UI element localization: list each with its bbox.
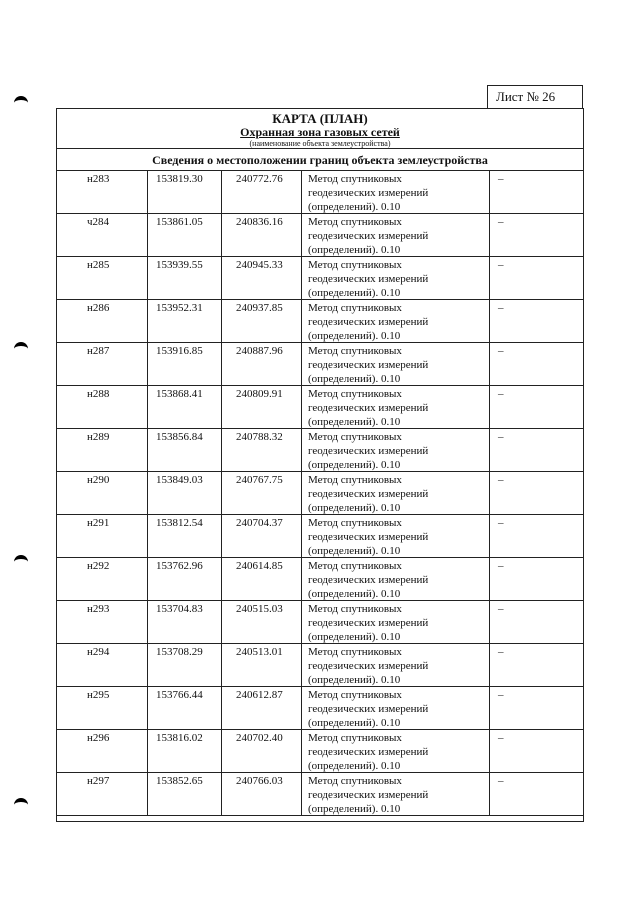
method-line: Метод спутниковых [308, 302, 402, 314]
note-cell: – [489, 257, 583, 299]
method-line: (определений). 0.10 [308, 717, 401, 729]
method-line: (определений). 0.10 [308, 416, 401, 428]
note-cell: – [489, 558, 583, 600]
punch-hole-mark [14, 555, 28, 565]
point-label: н293 [87, 603, 110, 615]
point-label: н289 [87, 431, 110, 443]
method-line: Метод спутниковых [308, 431, 402, 443]
method-line: геодезических измерений [308, 574, 429, 586]
method-line: (определений). 0.10 [308, 459, 401, 471]
table-row [57, 515, 583, 558]
method-line: геодезических измерений [308, 187, 429, 199]
method-line: Метод спутниковых [308, 775, 402, 787]
method-cell [301, 515, 489, 557]
method-line: (определений). 0.10 [308, 674, 401, 686]
method-line: геодезических измерений [308, 273, 429, 285]
coord-y: 240704.37 [221, 515, 301, 557]
method-line: геодезических измерений [308, 230, 429, 242]
method-cell [301, 300, 489, 342]
table-row [57, 300, 583, 343]
coord-x: 153819.30 [147, 171, 221, 213]
coord-y: 240945.33 [221, 257, 301, 299]
document-header [57, 109, 583, 149]
method-line: (определений). 0.10 [308, 588, 401, 600]
method-line: Метод спутниковых [308, 345, 402, 357]
point-label: н288 [87, 388, 110, 400]
method-line: (определений). 0.10 [308, 631, 401, 643]
method-line: (определений). 0.10 [308, 803, 401, 815]
note-cell: – [489, 773, 583, 815]
method-line: (определений). 0.10 [308, 545, 401, 557]
coord-y: 240515.03 [221, 601, 301, 643]
method-cell [301, 644, 489, 686]
method-line: (определений). 0.10 [308, 287, 401, 299]
method-cell [301, 386, 489, 428]
point-label: н294 [87, 646, 110, 658]
point-label: ч284 [87, 216, 110, 228]
note-cell: – [489, 515, 583, 557]
table-row [57, 171, 583, 214]
coord-x: 153849.03 [147, 472, 221, 514]
coord-x: 153868.41 [147, 386, 221, 428]
method-line: геодезических измерений [308, 789, 429, 801]
table-row [57, 644, 583, 687]
method-line: (определений). 0.10 [308, 760, 401, 772]
object-name: Охранная зона газовых сетей [240, 125, 400, 139]
coord-y: 240766.03 [221, 773, 301, 815]
method-line: Метод спутниковых [308, 560, 402, 572]
point-label: н283 [87, 173, 110, 185]
coord-x: 153766.44 [147, 687, 221, 729]
coord-y: 240614.85 [221, 558, 301, 600]
point-label: н290 [87, 474, 110, 486]
note-cell: – [489, 214, 583, 256]
note-cell: – [489, 300, 583, 342]
table-row [57, 558, 583, 601]
method-cell [301, 472, 489, 514]
note-cell: – [489, 343, 583, 385]
punch-hole-mark [14, 96, 28, 106]
method-line: геодезических измерений [308, 316, 429, 328]
table-row [57, 730, 583, 773]
coord-y: 240809.91 [221, 386, 301, 428]
point-label: н291 [87, 517, 110, 529]
note-cell: – [489, 687, 583, 729]
method-cell [301, 343, 489, 385]
coord-x: 153939.55 [147, 257, 221, 299]
coord-y: 240887.96 [221, 343, 301, 385]
method-line: геодезических измерений [308, 359, 429, 371]
point-label: н287 [87, 345, 110, 357]
method-cell [301, 687, 489, 729]
coord-x: 153816.02 [147, 730, 221, 772]
method-line: геодезических измерений [308, 531, 429, 543]
method-line: (определений). 0.10 [308, 502, 401, 514]
method-line: (определений). 0.10 [308, 244, 401, 256]
method-line: геодезических измерений [308, 488, 429, 500]
method-line: Метод спутниковых [308, 517, 402, 529]
coord-x: 153856.84 [147, 429, 221, 471]
method-line: (определений). 0.10 [308, 330, 401, 342]
coord-y: 240937.85 [221, 300, 301, 342]
note-cell: – [489, 472, 583, 514]
document-table [56, 108, 584, 822]
method-cell [301, 601, 489, 643]
page-title: КАРТА (ПЛАН) [272, 111, 368, 126]
coord-y: 240702.40 [221, 730, 301, 772]
coord-y: 240772.76 [221, 171, 301, 213]
method-line: геодезических измерений [308, 746, 429, 758]
method-line: Метод спутниковых [308, 732, 402, 744]
note-cell: – [489, 601, 583, 643]
method-line: Метод спутниковых [308, 388, 402, 400]
coord-x: 153952.31 [147, 300, 221, 342]
point-label: н292 [87, 560, 110, 572]
coord-x: 153762.96 [147, 558, 221, 600]
method-line: Метод спутниковых [308, 474, 402, 486]
note-cell: – [489, 386, 583, 428]
object-caption: (наименование объекта землеустройства) [249, 139, 391, 148]
point-label: н296 [87, 732, 110, 744]
note-cell: – [489, 171, 583, 213]
method-line: геодезических измерений [308, 703, 429, 715]
coord-x: 153861.05 [147, 214, 221, 256]
method-line: (определений). 0.10 [308, 373, 401, 385]
punch-hole-mark [14, 798, 28, 808]
method-line: Метод спутниковых [308, 173, 402, 185]
table-row [57, 773, 583, 816]
note-cell: – [489, 730, 583, 772]
table-row [57, 687, 583, 730]
table-row [57, 386, 583, 429]
method-cell [301, 214, 489, 256]
table-row [57, 472, 583, 515]
method-line: Метод спутниковых [308, 603, 402, 615]
method-line: геодезических измерений [308, 402, 429, 414]
punch-hole-mark [14, 342, 28, 352]
point-label: н295 [87, 689, 110, 701]
method-line: геодезических измерений [308, 660, 429, 672]
coord-y: 240612.87 [221, 687, 301, 729]
method-cell [301, 171, 489, 213]
coord-x: 153916.85 [147, 343, 221, 385]
method-line: Метод спутниковых [308, 259, 402, 271]
coord-y: 240513.01 [221, 644, 301, 686]
table-row [57, 343, 583, 386]
method-line: Метод спутниковых [308, 689, 402, 701]
coord-x: 153852.65 [147, 773, 221, 815]
method-cell [301, 558, 489, 600]
table-row [57, 601, 583, 644]
coord-x: 153704.83 [147, 601, 221, 643]
table-row [57, 429, 583, 472]
method-cell [301, 730, 489, 772]
method-line: геодезических измерений [308, 617, 429, 629]
table-row [57, 257, 583, 300]
table-row [57, 214, 583, 257]
coord-x: 153708.29 [147, 644, 221, 686]
method-line: геодезических измерений [308, 445, 429, 457]
coord-y: 240836.16 [221, 214, 301, 256]
method-cell [301, 257, 489, 299]
point-label: н285 [87, 259, 110, 271]
coord-y: 240788.32 [221, 429, 301, 471]
section-title: Сведения о местоположении границ объекта землеустройства [57, 149, 583, 171]
method-cell [301, 773, 489, 815]
sheet-number: Лист № 26 [487, 85, 583, 109]
method-cell [301, 429, 489, 471]
point-label: н297 [87, 775, 110, 787]
method-line: Метод спутниковых [308, 216, 402, 228]
method-line: (определений). 0.10 [308, 201, 401, 213]
coord-x: 153812.54 [147, 515, 221, 557]
note-cell: – [489, 429, 583, 471]
point-label: н286 [87, 302, 110, 314]
method-line: Метод спутниковых [308, 646, 402, 658]
note-cell: – [489, 644, 583, 686]
coord-y: 240767.75 [221, 472, 301, 514]
